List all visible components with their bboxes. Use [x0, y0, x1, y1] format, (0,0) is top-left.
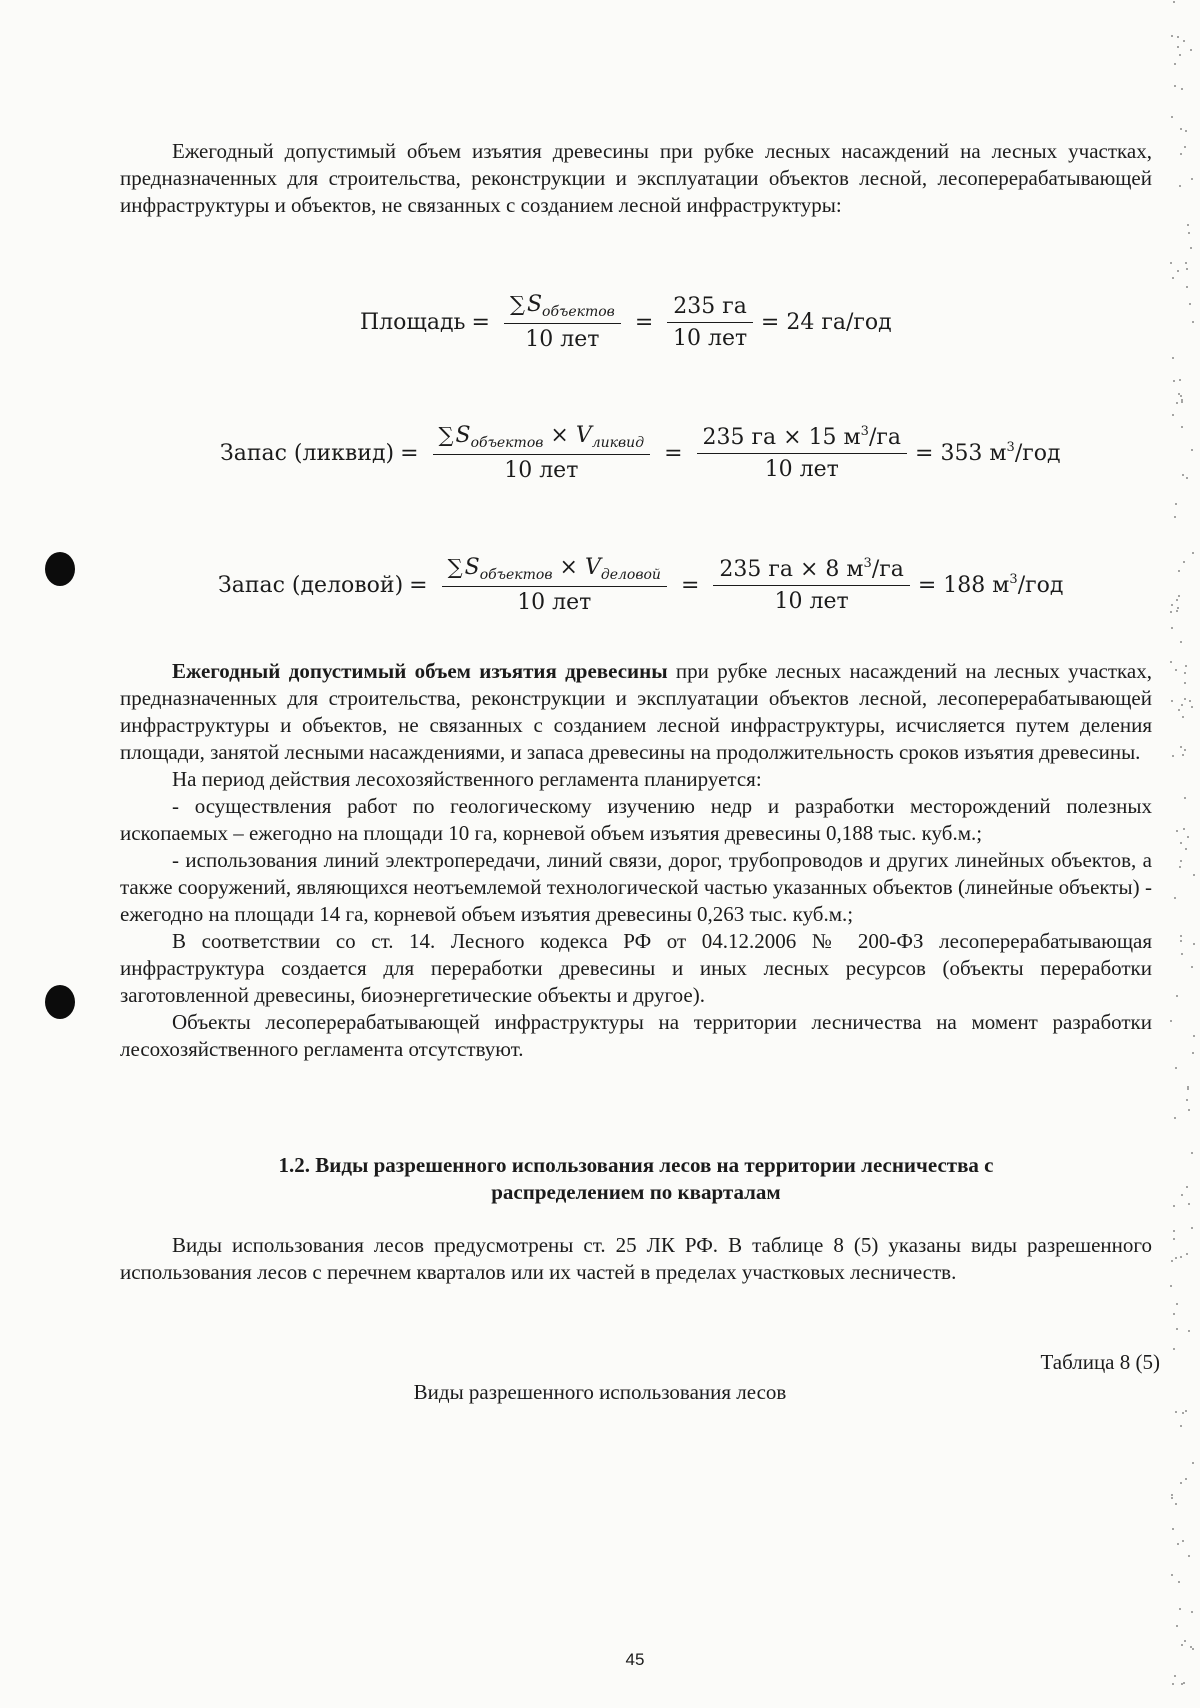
- scan-speck: [1193, 943, 1195, 945]
- scan-speck: [1177, 1543, 1179, 1545]
- fraction-sum-liquid: [433, 423, 651, 483]
- fraction-sum-commercial: [442, 555, 667, 615]
- numerator-text: 235 га × 8 м: [719, 557, 864, 582]
- scan-speck: [1181, 401, 1183, 403]
- scan-speck: [1186, 477, 1188, 479]
- scan-speck: [1180, 128, 1182, 130]
- scan-speck: [1173, 1238, 1175, 1240]
- denominator: 10 лет: [504, 458, 579, 483]
- superscript: 3: [863, 556, 872, 571]
- scan-speck: [1179, 185, 1181, 187]
- variable-v: V: [575, 423, 592, 448]
- scan-speck: [1186, 286, 1188, 288]
- result-unit: /год: [1017, 573, 1064, 598]
- section-heading: [120, 1152, 1152, 1206]
- scan-speck: [1171, 1260, 1173, 1262]
- formula-area-label: Площадь: [360, 309, 466, 335]
- scan-speck: [1189, 700, 1191, 702]
- scan-speck: [1180, 746, 1182, 748]
- scan-speck: [1171, 116, 1173, 118]
- scan-speck: [1182, 754, 1184, 756]
- scan-speck: [1185, 848, 1187, 850]
- scan-speck: [1181, 88, 1183, 90]
- scan-speck: [1172, 277, 1174, 279]
- scan-speck: [1188, 1555, 1190, 1557]
- scan-speck: [1178, 595, 1180, 597]
- fraction-value-liquid: [697, 424, 908, 482]
- scan-speck: [1179, 54, 1181, 56]
- equals-sign: =: [471, 309, 490, 335]
- scan-speck: [1192, 1462, 1194, 1464]
- scan-speck: [1171, 1497, 1173, 1499]
- section-heading-line1: 1.2. Виды разрешенного использования лесов на территории лесничества с: [278, 1153, 994, 1177]
- scan-speck: [1192, 321, 1194, 323]
- scan-speck: [1173, 1313, 1175, 1315]
- scan-speck: [1186, 1099, 1188, 1101]
- scan-speck: [1190, 49, 1192, 51]
- scan-speck: [1176, 1328, 1178, 1330]
- formula-liquid-label: Запас (ликвид): [220, 440, 395, 466]
- scan-speck: [1188, 1203, 1190, 1205]
- punch-hole-bottom: [45, 985, 75, 1019]
- scan-speck: [1171, 1574, 1173, 1576]
- scan-speck: [1180, 860, 1182, 862]
- scan-speck: [1183, 828, 1185, 830]
- scan-speck: [1182, 1412, 1184, 1414]
- scan-speck: [1182, 1540, 1184, 1542]
- scan-speck: [1193, 874, 1195, 876]
- scan-speck: [1191, 966, 1193, 968]
- sum-symbol: ∑: [509, 292, 525, 316]
- scan-speck: [1178, 1581, 1180, 1583]
- scan-speck: [1178, 393, 1180, 395]
- scan-speck: [1175, 1411, 1177, 1413]
- scan-speck: [1180, 153, 1182, 155]
- section-heading-line2: распределением по кварталам: [491, 1180, 781, 1204]
- scan-speck: [1180, 1482, 1182, 1484]
- scan-speck: [1173, 380, 1175, 382]
- equals-sign: =: [400, 440, 419, 466]
- variable-s: S: [464, 555, 480, 580]
- scan-speck: [1185, 130, 1187, 132]
- result-unit: /год: [1014, 441, 1061, 466]
- equals-sign: =: [634, 309, 654, 335]
- scan-speck: [1191, 449, 1193, 451]
- scan-speck: [1174, 85, 1176, 87]
- scan-speck: [1180, 935, 1182, 937]
- scan-speck: [1184, 1640, 1186, 1642]
- formula-commercial-label: Запас (деловой): [218, 572, 404, 598]
- scan-speck: [1179, 1608, 1181, 1610]
- numerator: 235 га: [667, 294, 753, 323]
- scan-speck: [1177, 36, 1179, 38]
- scan-speck: [1180, 1256, 1182, 1258]
- scan-speck: [1190, 247, 1192, 249]
- subscript-liquid: ликвид: [591, 435, 645, 451]
- scan-speck: [1181, 1683, 1183, 1685]
- scan-speck: [1176, 599, 1178, 601]
- scan-speck: [1177, 270, 1179, 272]
- denominator: 10 лет: [525, 327, 600, 352]
- scan-speck: [1171, 700, 1173, 702]
- sum-symbol: ∑: [447, 555, 463, 579]
- scan-speck: [1181, 426, 1183, 428]
- scan-speck: [1181, 953, 1183, 955]
- scan-speck: [1173, 1205, 1175, 1207]
- times-sign: ×: [559, 555, 578, 580]
- variable-s: S: [526, 292, 543, 317]
- subscript-commercial: деловой: [600, 567, 661, 583]
- scan-speck: [1176, 830, 1178, 832]
- scan-speck: [1176, 402, 1178, 404]
- scan-speck: [1173, 1348, 1175, 1350]
- formula-liquid: [220, 423, 1061, 483]
- equals-sign: =: [409, 572, 428, 598]
- scan-speck: [1185, 262, 1187, 264]
- scan-speck: [1186, 1186, 1188, 1188]
- denominator: 10 лет: [673, 325, 748, 351]
- scan-speck: [1185, 1478, 1187, 1480]
- scan-speck: [1177, 607, 1179, 609]
- scan-speck: [1187, 836, 1189, 838]
- scan-speck: [1176, 1625, 1178, 1627]
- scan-edge-specks: [1170, 0, 1196, 1708]
- scan-speck: [1184, 682, 1186, 684]
- scan-speck: [1188, 1330, 1190, 1332]
- scan-speck: [1172, 755, 1174, 757]
- scan-speck: [1179, 379, 1181, 381]
- scan-speck: [1170, 1285, 1172, 1287]
- scan-speck: [1178, 570, 1180, 572]
- equals-sign: =: [664, 440, 683, 466]
- scan-speck: [1174, 63, 1176, 65]
- scan-speck: [1172, 1683, 1174, 1685]
- scan-speck: [1187, 224, 1189, 226]
- scan-speck: [1187, 1086, 1189, 1088]
- formula-commercial: [218, 555, 1063, 615]
- fraction-value-area: [667, 294, 753, 351]
- subscript-objects: объектов: [479, 567, 553, 583]
- formula-commercial-result: [918, 572, 1064, 598]
- variable-v: V: [584, 555, 601, 580]
- scan-speck: [1193, 1035, 1195, 1037]
- scan-speck: [1174, 897, 1176, 899]
- paragraph-rest: при рубке лесных насаждений на лесных участках, предназначенных для строительства, реконструкции и эксплуатации объектов лесной, лесоперерабатывающей инфраструктуры и объектов, не связанных с созданием лесной инфраструктуры, исчисляется путем деления площади, занятой лесными насаждениями, и запаса древесины на продолжительность сроков изъятия древесины.: [120, 659, 1152, 764]
- superscript: 3: [1009, 572, 1018, 587]
- formula-liquid-result: [915, 440, 1061, 466]
- result-text: = 353 м: [915, 441, 1007, 466]
- scan-speck: [1180, 842, 1182, 844]
- scan-speck: [1175, 1503, 1177, 1505]
- scan-speck: [1182, 716, 1184, 718]
- equals-sign: =: [680, 572, 700, 598]
- scan-speck: [1170, 262, 1172, 264]
- subscript-objects: объектов: [470, 435, 544, 451]
- scan-speck: [1185, 1410, 1187, 1412]
- scan-speck: [1186, 1253, 1188, 1255]
- paragraph-calculation: [120, 658, 1152, 766]
- scan-speck: [1185, 665, 1187, 667]
- scan-speck: [1184, 797, 1186, 799]
- superscript: 3: [1006, 440, 1015, 455]
- scan-speck: [1175, 503, 1177, 505]
- scan-speck: [1181, 1194, 1183, 1196]
- scan-speck: [1172, 414, 1174, 416]
- intro-paragraph: Ежегодный допустимый объем изъятия древесины при рубке лесных насаждений на лесных участках, предназначенных для строительства, реконструкции и эксплуатации объектов лесной, лесоперерабатывающей инфраструктуры и объектов, не связанных с созданием лесной инфраструктуры:: [120, 139, 1152, 217]
- punch-hole-top: [45, 552, 75, 586]
- variable-s: S: [455, 423, 471, 448]
- scan-speck: [1181, 704, 1183, 706]
- scan-speck: [1178, 709, 1180, 711]
- scan-speck: [1173, 1230, 1175, 1232]
- scan-speck: [1170, 1020, 1172, 1022]
- paragraph-planned: На период действия лесохозяйственного регламента планируется:: [172, 767, 762, 791]
- denominator: 10 лет: [774, 589, 849, 614]
- scan-speck: [1184, 749, 1186, 751]
- scan-speck: [1187, 1088, 1189, 1090]
- scan-speck: [1175, 1067, 1177, 1069]
- formula-area-result: = 24 га/год: [760, 309, 892, 335]
- superscript: 3: [860, 424, 869, 439]
- scan-speck: [1177, 46, 1179, 48]
- scan-speck: [1172, 1528, 1174, 1530]
- scan-speck: [1181, 1644, 1183, 1646]
- scan-speck: [1171, 35, 1173, 37]
- list-item-geology: - осуществления работ по геологическому изучению недр и разработки месторождений полезных ископаемых – ежегодно на площади 10 га, корневой объем изъятия древесины 0,188 тыс. куб.м.;: [120, 794, 1152, 845]
- scan-speck: [1180, 641, 1182, 643]
- scan-speck: [1191, 178, 1193, 180]
- scan-speck: [1188, 232, 1190, 234]
- table-title: Виды разрешенного использования лесов: [413, 1380, 787, 1404]
- formula-area: [360, 292, 892, 352]
- scan-speck: [1176, 1303, 1178, 1305]
- scan-speck: [1179, 866, 1181, 868]
- denominator: 10 лет: [517, 590, 592, 615]
- scan-speck: [1175, 1257, 1177, 1259]
- scan-speck: [1172, 357, 1174, 359]
- scan-speck: [1191, 1611, 1193, 1613]
- scan-speck: [1180, 940, 1182, 942]
- scan-speck: [1174, 516, 1176, 518]
- scan-speck: [1186, 268, 1188, 270]
- scan-speck: [1182, 474, 1184, 476]
- scan-speck: [1174, 1675, 1176, 1677]
- body-text: [120, 658, 1152, 1063]
- scan-speck: [1180, 395, 1182, 397]
- scan-speck: [1184, 698, 1186, 700]
- numerator-text: 235 га × 15 м: [702, 425, 861, 450]
- scan-speck: [1171, 627, 1173, 629]
- scan-speck: [1183, 1682, 1185, 1684]
- scan-speck: [1184, 146, 1186, 148]
- scan-speck: [1175, 669, 1177, 671]
- sum-symbol: ∑: [438, 423, 454, 447]
- scan-speck: [1170, 611, 1172, 613]
- scan-speck: [1192, 1052, 1194, 1054]
- scan-speck: [1174, 1117, 1176, 1119]
- scan-speck: [1189, 303, 1191, 305]
- fraction-value-commercial: [713, 556, 910, 614]
- scan-speck: [1176, 995, 1178, 997]
- scan-speck: [1171, 604, 1173, 606]
- numerator-unit: /га: [868, 425, 902, 450]
- result-text: = 188 м: [917, 573, 1010, 598]
- numerator-unit: /га: [871, 557, 904, 582]
- scan-speck: [1170, 661, 1172, 663]
- scan-speck: [1184, 672, 1186, 674]
- denominator: 10 лет: [764, 457, 839, 482]
- scan-speck: [1171, 1494, 1173, 1496]
- scan-speck: [1191, 706, 1193, 708]
- scan-speck: [1190, 1646, 1192, 1648]
- fraction-sum-area: [504, 292, 621, 352]
- scan-speck: [1183, 40, 1185, 42]
- paragraph-forest-code: В соответствии со ст. 14. Лесного кодекса РФ от 04.12.2006 № 200-ФЗ лесоперерабатывающая инфраструктура создается для переработки древесины и иных лесных ресурсов (объекты переработки заготовленной древесины, биоэнергетические объекты и другое).: [120, 929, 1152, 1007]
- scan-speck: [1191, 1152, 1193, 1154]
- page-number: 45: [625, 1650, 645, 1669]
- scan-speck: [1183, 561, 1185, 563]
- scan-speck: [1191, 1227, 1193, 1229]
- scan-speck: [1188, 1109, 1190, 1111]
- scan-speck: [1173, 1, 1175, 3]
- subscript-objects: объектов: [542, 304, 615, 320]
- scan-speck: [1192, 552, 1194, 554]
- paragraph-absent-objects: Объекты лесоперерабатывающей инфраструктуры на территории лесничества на момент разработки лесохозяйственного регламента отсутствуют.: [120, 1010, 1152, 1061]
- bold-lead: Ежегодный допустимый объем изъятия древесины: [172, 659, 668, 683]
- list-item-linear-objects: - использования линий электропередачи, линий связи, дорог, трубопроводов и других линейных объектов, а также сооружений, являющихся неотъемлемой технологической частью указанных объектов (линейные объекты) - ежегодно на площади 14 га, корневой объем изъятия древесины 0,263 тыс. куб.м.;: [120, 848, 1152, 926]
- table-number: Таблица 8 (5): [1040, 1350, 1160, 1374]
- scan-speck: [1180, 1425, 1182, 1427]
- scan-speck: [1176, 610, 1178, 612]
- paragraph-usage-types: Виды использования лесов предусмотрены ст. 25 ЛК РФ. В таблице 8 (5) указаны виды разрешенного использования лесов с перечнем кварталов или их частей в пределах участковых лесничеств.: [120, 1233, 1152, 1284]
- times-sign: ×: [550, 423, 569, 448]
